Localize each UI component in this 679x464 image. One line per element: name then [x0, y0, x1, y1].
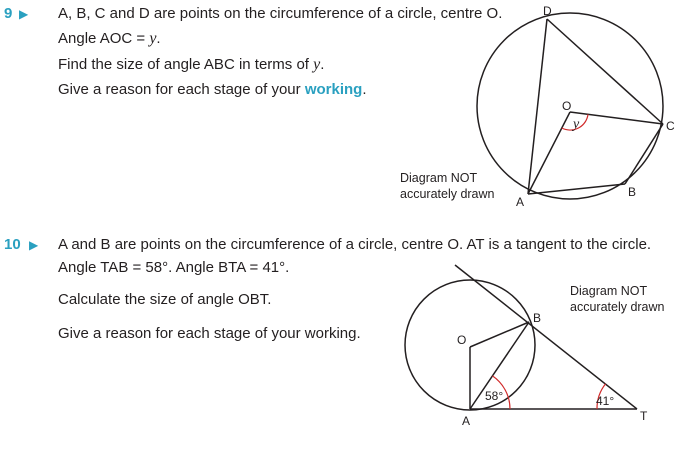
radius-oa	[528, 112, 570, 194]
label-o: O	[457, 333, 467, 347]
question-text-line-4: Give a reason for each stage of your working.	[58, 81, 367, 98]
question-text-line-2: Angle AOC = y.	[58, 30, 161, 47]
working-link[interactable]: working	[304, 81, 363, 98]
label-a: A	[462, 414, 471, 428]
label-b: B	[533, 311, 542, 325]
question-marker-icon: ▶	[29, 238, 39, 252]
line-through-bt	[455, 265, 637, 409]
label-a: A	[516, 195, 525, 209]
label-angle-y: y	[573, 117, 580, 132]
label-t: T	[640, 409, 648, 423]
radius-oc	[570, 112, 663, 124]
label-d: D	[543, 4, 552, 18]
question-text-line-4: Give a reason for each stage of your working.	[58, 325, 361, 342]
question-text-line-3: Calculate the size of angle OBT.	[58, 291, 272, 308]
diagram-note: Diagram NOT accurately drawn	[400, 171, 495, 201]
question-marker-icon: ▶	[19, 7, 29, 21]
question-number: 9	[4, 5, 13, 22]
q10-circle-diagram	[405, 265, 637, 410]
label-angle-58: 58°	[485, 389, 504, 403]
label-b: B	[628, 185, 637, 199]
chord-bc	[625, 124, 663, 184]
label-angle-41: 41°	[596, 394, 615, 408]
diagram-note: Diagram NOT accurately drawn	[570, 284, 665, 314]
question-text-line-3: Find the size of angle ABC in terms of y.	[58, 56, 325, 73]
q10-labels	[457, 311, 648, 428]
question-text-line-1: A, B, C and D are points on the circumference of a circle, centre O.	[58, 5, 503, 22]
question-number: 10	[4, 236, 21, 253]
chord-da	[528, 19, 547, 194]
q9-labels	[516, 4, 675, 209]
question-text-line-1: A and B are points on the circumference of a circle, centre O. AT is a tangent to the circle.	[58, 236, 652, 253]
question-text-line-2: Angle TAB = 58°. Angle BTA = 41°.	[58, 259, 290, 276]
label-o: O	[562, 99, 572, 113]
label-c: C	[666, 119, 675, 133]
